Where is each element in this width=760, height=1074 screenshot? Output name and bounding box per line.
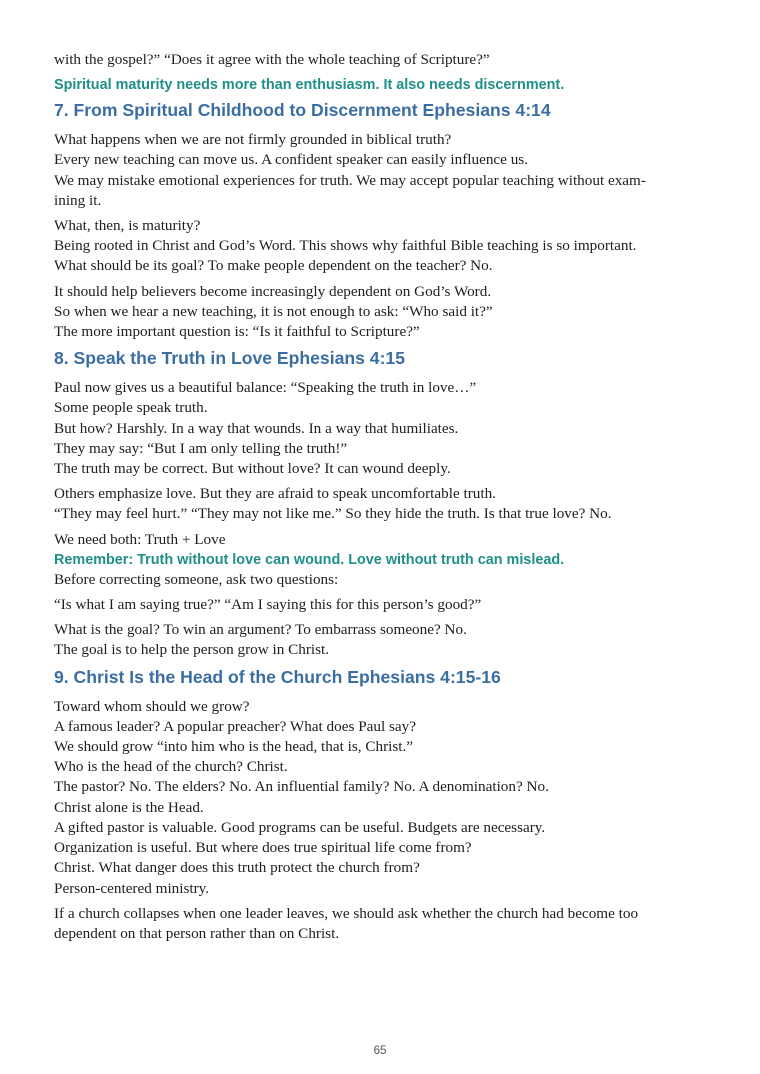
section-7-paragraph-2: What, then, is maturity? Being rooted in Christ and God’s Word. This shows why faithful Bible teaching is so important. What should be its goal? To make people dependent on the teacher? No.	[54, 217, 637, 275]
section-8-paragraph-3: We need both: Truth + Love	[54, 530, 226, 548]
section-8-heading: 8. Speak the Truth in Love Ephesians 4:15	[54, 348, 406, 369]
section-8-paragraph-6: What is the goal? To win an argument? To embarrass someone? No. The goal is to help the person grow in Christ.	[54, 621, 467, 659]
section-8-highlight: Remember: Truth without love can wound. Love without truth can mislead.	[54, 551, 565, 568]
section-9-heading: 9. Christ Is the Head of the Church Ephesians 4:15‑16	[54, 666, 501, 687]
intro-text: with the gospel?” “Does it agree with the whole teaching of Scripture?”	[54, 51, 490, 68]
section-9-paragraph-1: Toward whom should we grow? A famous leader? A popular preacher? What does Paul say? We should grow “into him who is the head, that is, Christ.” Who is the head of the church? Christ. The pastor? No. The elders? No. An influential family? No. A denomination? No. Christ alone is the Head. A gifted pastor is valuable. Good programs can be useful. Budgets are necessary. Organization is useful. But where does true spiritual life come from? Christ. What danger does this truth protect the church from? Person-centered ministry.	[54, 697, 549, 897]
section-7-heading: 7. From Spiritual Childhood to Discernment Ephesians 4:14	[54, 100, 551, 121]
section-9-paragraph-2: If a church collapses when one leader leaves, we should ask whether the church had become too dependent on that person rather than on Christ.	[54, 904, 639, 942]
section-8-paragraph-5: “Is what I am saying true?” “Am I saying this for this person’s good?”	[54, 596, 482, 614]
section-7-paragraph-3: It should help believers become increasingly dependent on God’s Word. So when we hear a new teaching, it is not enough to ask: “Who said it?” The more important question is: “Is it faithful to Scripture?”	[54, 282, 493, 341]
section-8-paragraph-1: Paul now gives us a beautiful balance: “Speaking the truth in love…” Some people speak truth. But how? Harshly. In a way that wounds. In a way that humiliates. They may say: “But I am only telling the truth!” The truth may be correct. But without love? It can wound deeply.	[54, 379, 477, 478]
section-8-paragraph-2: Others emphasize love. But they are afraid to speak uncomfortable truth. “They may feel hurt.” “They may not like me.” So they hide the truth. Is that true love? No.	[54, 485, 612, 523]
page-number: 65	[373, 1045, 387, 1057]
section-8-paragraph-4: Before correcting someone, ask two questions:	[54, 570, 339, 588]
intro-highlight: Spiritual maturity needs more than enthusiasm. It also needs discernment.	[54, 77, 565, 94]
section-7-paragraph-1: What happens when we are not firmly grounded in biblical truth? Every new teaching can move us. A confident speaker can easily influence us. We may mistake emotional experiences for truth. We may accept popular teaching without exam- ining it.	[54, 131, 646, 209]
